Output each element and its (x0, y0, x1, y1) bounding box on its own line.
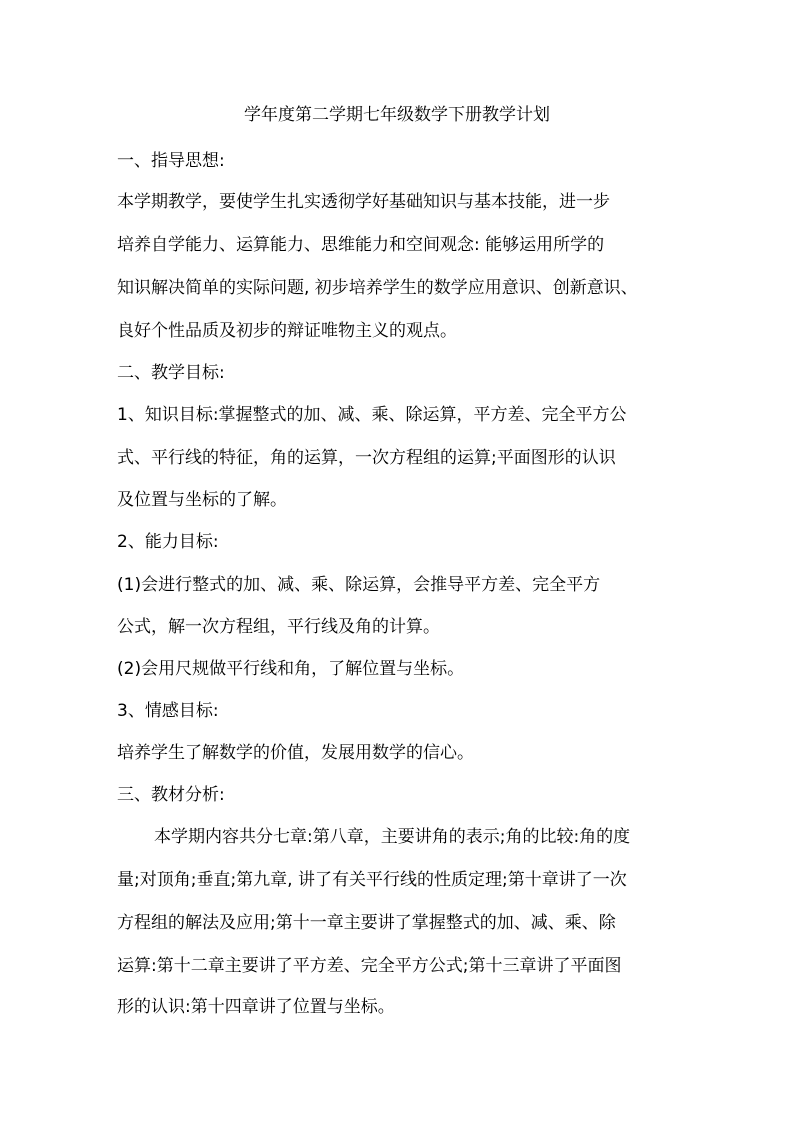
paragraph-line: 量;对顶角;垂直;第九章, 讲了有关平行线的性质定理;第十章讲了一次 (117, 870, 627, 890)
paragraph-line: 1、知识目标:掌握整式的加、减、乘、除运算，平方差、完全平方公 (117, 405, 627, 425)
paragraph-line: (1)会进行整式的加、减、乘、除运算，会推导平方差、完全平方 (117, 575, 601, 595)
section-heading-textbook-analysis: 三、教材分析: (117, 785, 225, 805)
paragraph-line: 知识解决简单的实际问题, 初步培养学生的数学应用意识、创新意识、 (117, 278, 638, 298)
paragraph-line: 培养学生了解数学的价值，发展用数学的信心。 (117, 743, 474, 763)
paragraph-line: (2)会用尺规做平行线和角，了解位置与坐标。 (117, 659, 465, 679)
paragraph-line: 形的认识:第十四章讲了位置与坐标。 (117, 997, 395, 1017)
paragraph-line: 本学期内容共分七章:第八章，主要讲角的表示;角的比较:角的度 (154, 827, 631, 847)
paragraph-line: 培养自学能力、运算能力、思维能力和空间观念: 能够运用所学的 (117, 235, 605, 255)
paragraph-line: 运算:第十二章主要讲了平方差、完全平方公式;第十三章讲了平面图 (117, 956, 622, 976)
paragraph-line: 本学期教学，要使学生扎实透彻学好基础知识与基本技能，进一步 (117, 192, 610, 212)
paragraph-line: 及位置与坐标的了解。 (117, 490, 287, 510)
document-title: 学年度第二学期七年级数学下册教学计划 (244, 105, 550, 125)
subsection-heading-emotional-goals: 3、情感目标: (117, 701, 219, 721)
paragraph-line: 公式，解一次方程组，平行线及角的计算。 (117, 617, 440, 637)
paragraph-line: 良好个性品质及初步的辩证唯物主义的观点。 (117, 321, 457, 341)
section-heading-teaching-goals: 二、教学目标: (117, 363, 225, 383)
section-heading-guiding-ideology: 一、指导思想: (117, 151, 225, 171)
paragraph-line: 式、平行线的特征，角的运算，一次方程组的运算;平面图形的认识 (117, 448, 616, 468)
paragraph-line: 方程组的解法及应用;第十一章主要讲了掌握整式的加、减、乘、除 (117, 913, 616, 933)
subsection-heading-ability-goals: 2、能力目标: (117, 532, 219, 552)
